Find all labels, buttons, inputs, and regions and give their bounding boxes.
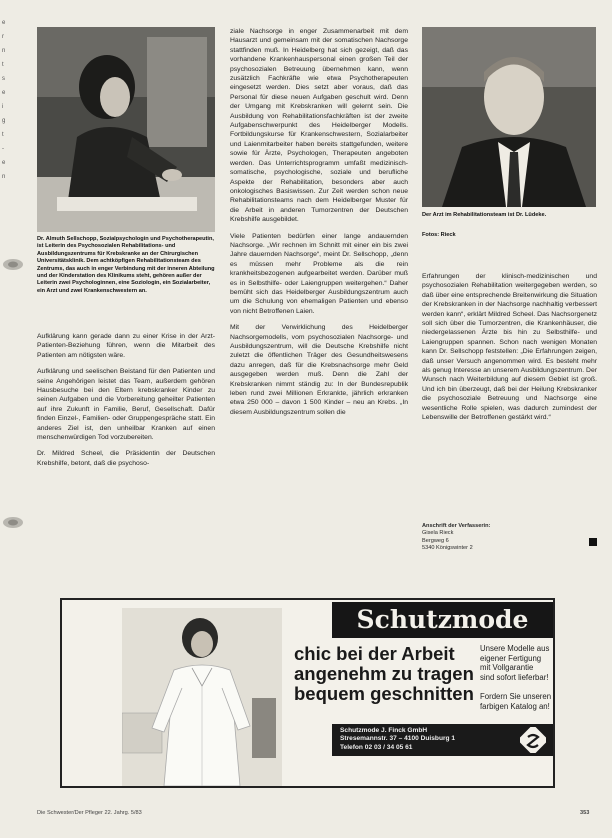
page-number: 353 — [580, 810, 590, 816]
ad-catalog-text — [480, 692, 551, 711]
ad-offer-line: mit Vollgarantie — [480, 663, 534, 673]
ad-photo-model — [122, 608, 282, 786]
margin-char: s — [2, 76, 5, 82]
ad-offer-line: eigener Fertigung — [480, 653, 542, 663]
paragraph: Dr. Mildred Scheel, die Präsidentin der Deutschen Krebshilfe, betont, daß die psychoso- — [37, 450, 215, 467]
paragraph: Viele Patienten bedürfen einer lange andauernden Nachsorge. „Wir rechnen im Schnitt mit einer ein bis zwei Jahre dauernden Nachsorge“, meint Dr. Sellschopp, „denn es müssen mehr Probleme als die rein krankheitsbezogenen aufgearbeitet werden. Darüber muß es in Selbsthilfe- oder Laiengruppen weitergehen.“ Daher bemüht sich das Heidelberger Ausbildungszentrum auch um die Schulung von ehemaligen Patienten und ebenso von nicht Betroffenen Laien. — [230, 232, 408, 315]
ad-offer-line: sind sofort lieferbar! — [480, 672, 549, 682]
margin-char: t — [2, 62, 4, 68]
ad-address-line: Stresemannstr. 37 – 4100 Duisburg 1 — [340, 735, 456, 743]
margin-char: n — [2, 174, 6, 180]
paragraph: Erfahrungen der klinisch-medizinischen und psychosozialen Rehabilitation weitergegeben werden, so daß über eine entsprechende Breitenwirkung die Situation der Krebskranken in der Nachsorge nachhaltig verbessert werden kann“, erklärt Mildred Scheel. Das Nachsorgenetz soll sich über die Tumorzentren, die Krankenhäuser, die niedergelassenen Ärzte bis hin zu Selbsthilfe- und Laiengruppen spannen. Schon nach wenigen Monaten kann Dr. Sellschopp feststellen: „Die Erfahrungen zeigen, daß unser Versuch angenommen wird. Es besteht mehr als genug Interesse an unserem Ausbildungszentrum. Der Wunsch nach Weiterbildung auf diesem Gebiet ist groß. Und ich bin überzeugt, daß bei der Heilung Krebskranker die psychosoziale Betreuung und Nachsorge eine wesentliche Rolle spielen, was dadurch zumindest der Lebenswille der Betroffenen gestärkt wird.“ — [422, 273, 597, 422]
ad-headline-line: chic bei der Arbeit — [294, 643, 455, 664]
paragraph: ziale Nachsorge in enger Zusammenarbeit mit dem Hausarzt und gemeinsam mit der somatischen Nachsorge stattfinden muß. In Heidelberg hat sich gezeigt, daß das vorhandene Krankenhauspersonal einen großen Teil der psychosozialen Betreuung übernehmen kann, wenn zusätzlich Fachkräfte wie etwa Psychotherapeuten eingesetzt werden. Dies setzt aber voraus, daß das Personal für diese neuen Aufgaben geschult wird. Denn der Umgang mit Krebskranken will gelernt sein. Die Ausbildung von Rehabilitationsfachkräften ist der zweite Aufgabenschwerpunkt des Heidelberger Modells. Fortbildungskurse für Krankenschwestern, Sozialarbeiter und Laienmitarbeiter haben bereits stattgefunden, weitere sowie für Ärzte, Psychologen, Therapeuten angeboten werden. Das Unterrichtsprogramm umfaßt medizinisch-somatische, psychologische, soziale und berufliche Aspekte der Rehabilitation, besonders aber auch onkologisches Basiswissen. Zur Zeit werden schon neue Rehabilitationsteams nach dem Heidelberger Muster für die Arbeit in anderen Tumorzentren der Deutschen Krebshilfe ausgebildet. — [230, 28, 408, 224]
ad-address — [340, 727, 455, 752]
photo-caption-right: Der Arzt im Rehabilitationsteam ist Dr. Lüdeke. — [422, 212, 547, 218]
ad-headline-line: angenehm zu tragen — [294, 663, 474, 684]
photo-caption-left: Dr. Almuth Sellschopp, Sozialpsychologin und Psychotherapeutin, ist Leiterin des Psychosozialen Rehabilitations- und Ausbildungszentrums für Krebskranke an der Chirurgischen Universitätsklinik. Dem achtköpfigen Rehabilitationsteam des Zentrums, das auch in enger Verbindung mit der inneren Abteilung und der Kinderstation des Klinikums steht, gehören außer der Leiterin zwei Psychologinnen, eine Soziologin, ein Sozialarbeiter, ein Arzt und zwei Krankenschwestern an. — [37, 236, 215, 294]
margin-char: g — [2, 118, 6, 124]
ad-brand: Schutzmode — [356, 605, 529, 634]
ad-logo-icon — [520, 727, 546, 753]
author-address — [422, 523, 597, 553]
author-line: 5340 Königswinter 2 — [422, 545, 473, 552]
ad-offer-text — [480, 644, 549, 682]
margin-char: - — [2, 146, 4, 152]
author-heading: Anschrift der Verfasserin: — [422, 523, 491, 529]
ad-address-block — [332, 724, 553, 756]
paragraph: Aufklärung und seelischen Beistand für den Patienten und seine Angehörigen leistet das Team, außerdem gehören Hausbesuche bei den Eltern krebskranker Kinder zu seinen Aufgaben und die Vorbereitung geheilter Patienten auf ihre Zukunft in Familie, Beruf, Gesellschaft. Dafür finden Einzel-, Familien- oder Gruppengespräche statt. Ein anderes Ziel ist, den unheilbar Kranken auf einen menschenwürdigen Tod vorzubereiten. — [37, 368, 215, 442]
binder-hole-mark — [2, 516, 24, 529]
paragraph: Mit der Verwirklichung des Heidelberger Nachsorgemodells, vom psychosozialen Nachsorge- und Ausbildungszentrum, will die Deutsche Krebshilfe nicht zuletzt die öffentlichen Träger des Gesundheitswesens dazu anregen, daß für die Krebsnachsorge mehr Geld ausgegeben werden muß. Denn die Zahl der Krebskranken nimmt ständig zu: In der Bundesrepublik leben rund zwei Millionen Erkrankte, jährlich erkranken etwa 250 000 – davon 1 500 Kinder – neu an Krebs. „In diesem Ausbildungszentrum sollen die — [230, 324, 408, 416]
margin-char: r — [2, 34, 4, 40]
ad-address-line: Schutzmode J. Finck GmbH — [340, 727, 428, 734]
ad-catalog-line: Fordern Sie unseren — [480, 692, 552, 701]
ad-offer-line: Unsere Modelle aus — [480, 644, 550, 653]
ad-headline-line: bequem geschnitten — [294, 683, 474, 704]
paragraph: Aufklärung kann gerade dann zu einer Krise in der Arzt-Patienten-Beziehung führen, wenn die Mitarbeit des Patienten am nötigsten wäre. — [37, 333, 215, 359]
margin-char: i — [2, 104, 4, 110]
end-mark — [589, 538, 597, 546]
footer-journal: Die Schwester/Der Pfleger 22. Jahrg. 5/83 — [37, 810, 142, 816]
margin-char: e — [2, 20, 6, 26]
margin-char: e — [2, 90, 6, 96]
author-line: Gisela Rieck — [422, 530, 454, 537]
photo-luedeke — [422, 27, 596, 207]
ad-address-line: Telefon 02 03 / 34 05 61 — [340, 743, 413, 751]
photo-sellschopp — [37, 27, 215, 232]
article-column-2 — [230, 27, 408, 424]
ad-headline — [294, 644, 474, 704]
advertisement — [60, 598, 555, 788]
margin-char: n — [2, 48, 6, 54]
margin-char: e — [2, 160, 6, 166]
ad-catalog-line: farbigen Katalog an! — [480, 701, 550, 711]
ad-banner — [332, 602, 553, 638]
photo-credit: Fotos: Rieck — [422, 232, 456, 238]
article-column-3 — [422, 272, 597, 430]
author-line: Bergweg 6 — [422, 537, 449, 544]
margin-char: t — [2, 132, 4, 138]
article-column-1 — [37, 332, 215, 475]
binder-hole-mark — [2, 258, 24, 271]
